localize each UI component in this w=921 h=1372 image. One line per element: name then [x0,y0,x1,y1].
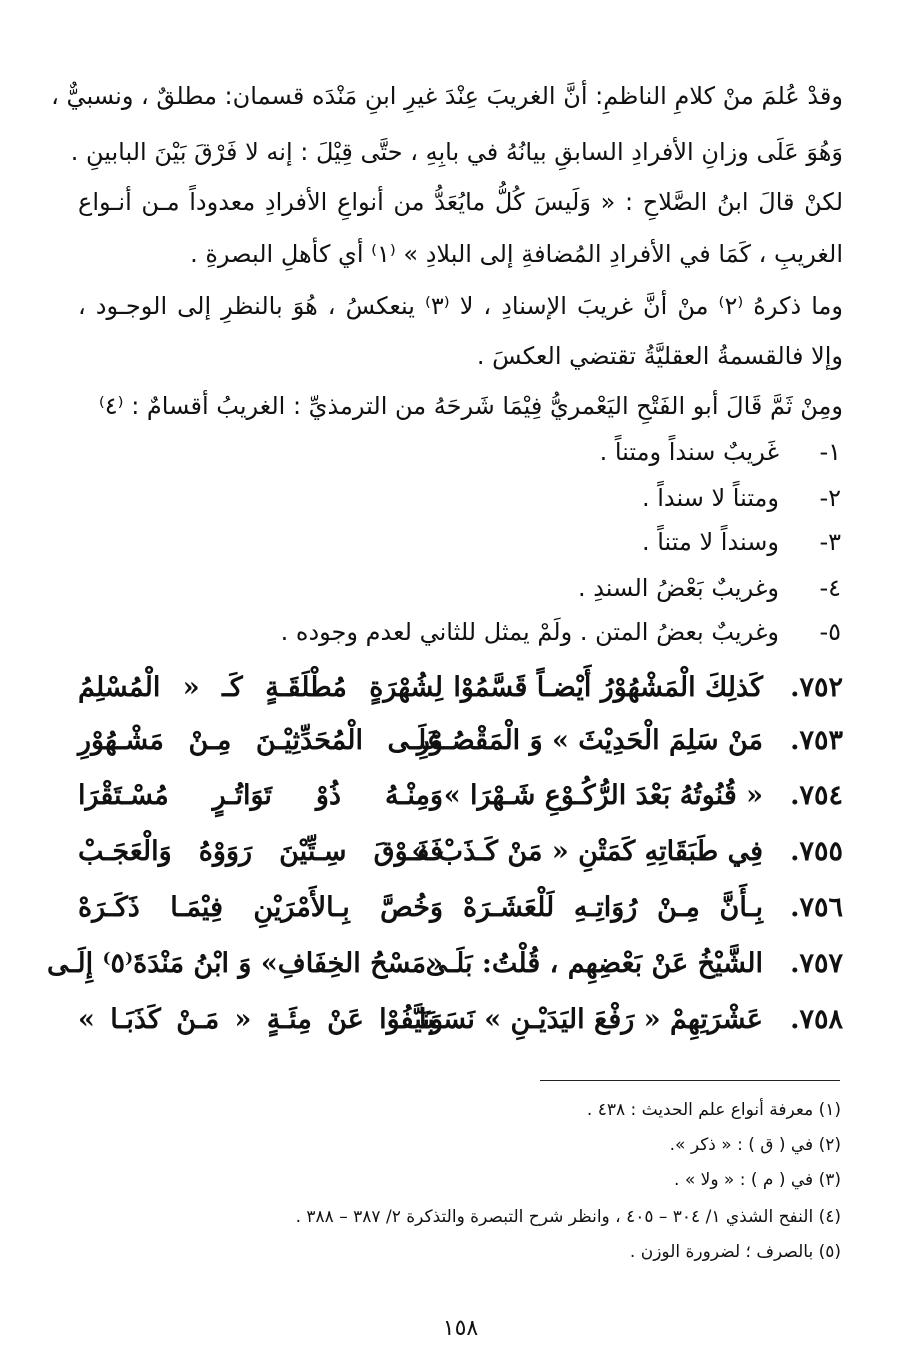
footnote: (٢) في ( ق ) : « ذكر ». [669,1135,841,1155]
footnote: (٤) النفح الشذي ١/ ٣٠٤ – ٤٠٥ ، وانظر شرح التبصرة والتذكرة ٢/ ٣٨٧ – ٣٨٨ . [295,1207,841,1227]
verse-line [78,713,843,769]
verse-number: ٧٥٧. [790,948,843,979]
verse-first-hemistich: بِـأَنَّ مِـنْ رُوَاتِـهِ لَلْعَشَـرَهْ [463,892,763,923]
list-number: ٢- [819,484,841,512]
verse-line [78,880,843,936]
page-number: ١٥٨ [442,1316,479,1341]
verse-first-hemistich: « قُنُوتُهُ بَعْدَ الرُّكُـوْعِ شَـهْرَا » [443,780,763,811]
body-line: وَهُوَ عَلَى وزانِ الأفرادِ السابقِ بيانُهُ في بابِهِ ، حتَّى قِيْلَ : إنه لا فَرْقَ بَيْنَ البابينِ . [70,138,843,166]
body-line: لكنْ قالَ ابنُ الصَّلاحِ : « وَلَيسَ كُلُّ مايُعَدُّ من أنواعِ الأفرادِ معدوداً مـن أنـواع [78,188,843,216]
verse-first-hemistich: الشَّيْخُ عَنْ بَعْضِهِم ، قُلْتُ: بَلَـى [425,948,763,979]
verse-second-hemistich: وَخُصَّ بِـالأَمْرَيْنِ فِيْمَـا ذَكَـرَهْ [78,892,443,923]
list-item [642,520,841,564]
verse-second-hemistich: «مَسْحُ الخِفَافِ» وَ ابْنُ مَنْدَةَ⁽٥⁾ إِلَـى [46,948,443,979]
body-line: ومِنْ ثَمَّ قَالَ أبو الفَتْحِ اليَعْمريُّ فِيْمَا شَرحَهُ من الترمذيِّ : الغريبُ أقسامٌ : ⁽٤⁾ [98,392,843,420]
verse-line [78,824,843,880]
verse-first-hemistich: مَنْ سَلِمَ الْحَدِيْثَ » وَ الْمَقْصُـوْرِ [416,725,763,756]
list-number: ٤- [819,574,841,602]
list-text: ومتناً لا سنداً . [641,484,779,512]
body-line: الغريبِ ، كَمَا في الأفرادِ المُضافةِ إلى البلادِ » ⁽١⁾ أي كأهلِ البصرةِ . [190,240,843,268]
footnote: (١) معرفة أنواع علم الحديث : ٤٣٨ . [586,1100,841,1120]
verse-number: ٧٥٢. [790,672,843,703]
footnote: (٥) بالصرف ؛ لضرورة الوزن . [629,1242,841,1262]
list-text: وغريبٌ بعضُ المتن . ولَمْ يمثل للثاني لعدم وجوده . [280,618,779,646]
list-number: ٥- [819,618,841,646]
verse-number: ٧٥٦. [790,892,843,923]
verse-second-hemistich: وَنَيَّفُوْا عَنْ مِئَـةٍ « مَـنْ كَذَبَـا » [78,1004,443,1035]
verse-first-hemistich: فِي طَبَقَاتِهِ كَمَتْنِ « مَنْ كَـذَبْ » [411,836,763,867]
list-item [281,610,841,654]
verse-number: ٧٥٥. [790,836,843,867]
verse-second-hemistich: وَمِنْـهُ ذُوْ تَوَاتُـرٍ مُسْـتَقْرَا [78,780,443,811]
verse-second-hemistich: عَلَـى الْمُحَدِّثِيْـنَ مِـنْ مَشْـهُوْرِ [78,725,443,756]
verse-first-hemistich: كَذلِكَ الْمَشْهُوْرُ أَيْضـاً قَسَّمُوْا [453,672,763,703]
verse-number: ٧٥٣. [790,725,843,756]
list-text: غَريبٌ سنداً ومتناً . [599,438,779,466]
body-line: وقدْ عُلمَ منْ كلامِ الناظمِ: أنَّ الغريبَ عِنْدَ غيرِ ابنِ مَنْدَه قسمان: مطلقٌ ، ونسبيٌّ ، [51,82,843,110]
verse-line [46,936,843,992]
list-number: ٣- [819,528,841,556]
verse-number: ٧٥٤. [790,780,843,811]
verse-second-hemistich: فَفَـوْقَ سِـتِّيْنَ رَوَوْهُ وَالْعَجَـبْ [78,836,443,867]
verse-first-hemistich: عَشْرَتِهِمْ « رَفْعَ اليَدَيْـنِ » نَسَـبَا [419,1004,763,1035]
list-number: ١- [819,438,841,466]
verse-line [78,660,843,716]
body-line: وما ذكرهُ ⁽٢⁾ منْ أنَّ غريبَ الإسنادِ ، لا ⁽٣⁾ ينعكسُ ، هُوَ بالنظرِ إلى الوجـود ، [78,292,843,320]
verse-line [78,992,843,1048]
verse-second-hemistich: لِشُهْرَةٍ مُطْلَقَـةٍ كَـ « الْمُسْلِمُ [78,672,443,703]
footnote-separator [540,1080,840,1081]
list-item [578,566,841,610]
footnote: (٣) في ( م ) : « ولا » . [674,1170,841,1190]
list-item [642,476,841,520]
verse-number: ٧٥٨. [790,1004,843,1035]
verse-line [78,768,843,824]
list-text: وغريبٌ بَعْضُ السندِ . [577,574,779,602]
body-line: وإلا فالقسمةُ العقليَّةُ تقتضي العكسَ . [476,342,843,370]
list-text: وسنداً لا متناً . [641,528,779,556]
list-item [600,430,841,474]
